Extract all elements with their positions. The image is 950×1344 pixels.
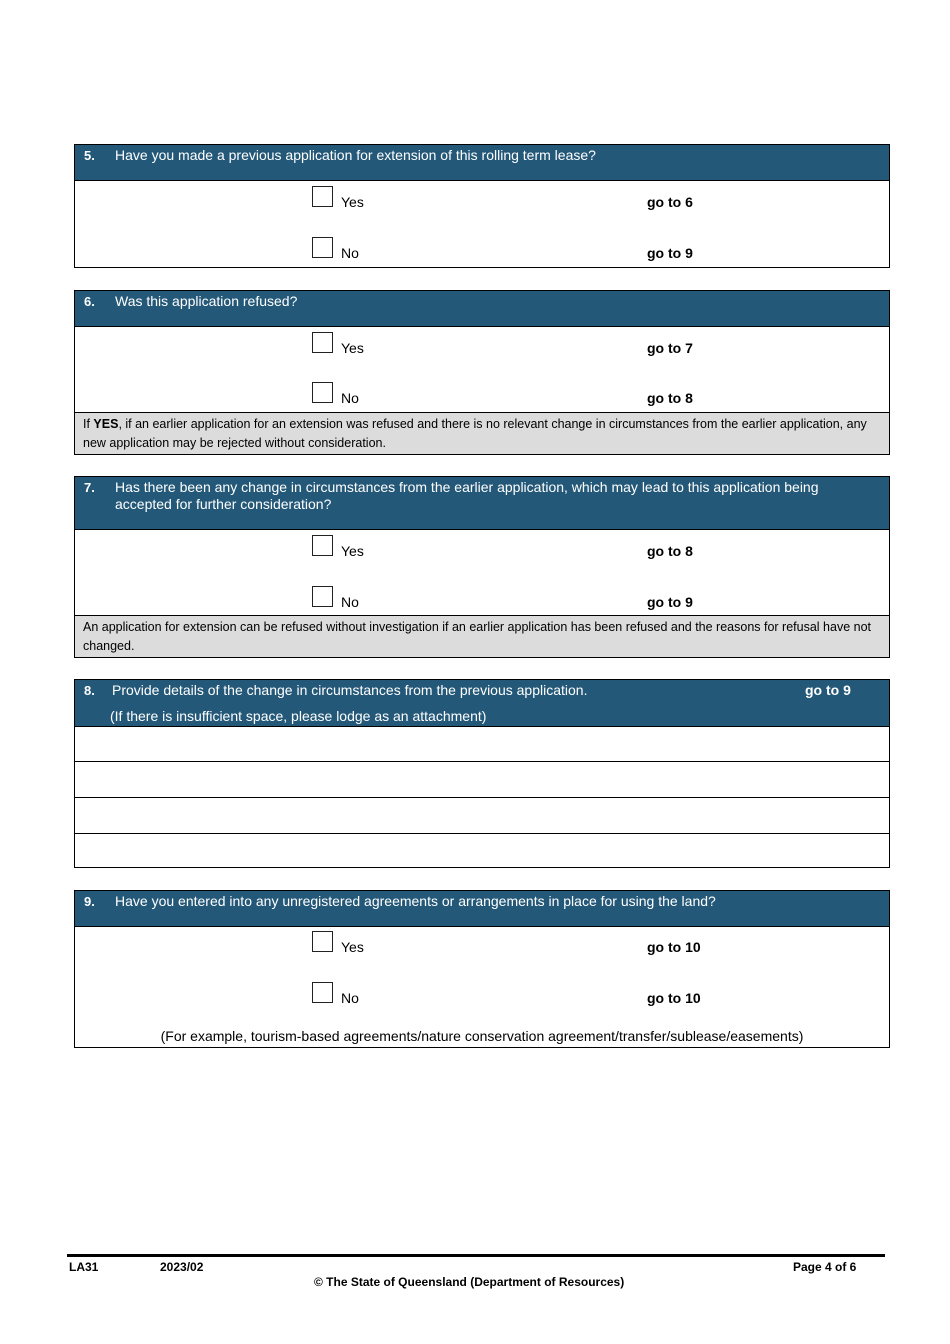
yes-checkbox[interactable] xyxy=(312,535,333,556)
option-label: Yes xyxy=(341,543,364,559)
no-checkbox[interactable] xyxy=(312,237,333,258)
goto-instruction: go to 7 xyxy=(647,340,693,356)
question-number: 9. xyxy=(84,894,95,909)
question-text: Was this application refused? xyxy=(115,293,298,309)
option-no xyxy=(312,382,912,408)
form-code: LA31 xyxy=(69,1260,99,1274)
question-7-section xyxy=(74,476,890,658)
goto-instruction: go to 10 xyxy=(647,990,701,1006)
form-version: 2023/02 xyxy=(160,1260,204,1274)
details-line-1[interactable] xyxy=(75,727,889,761)
note-text: An application for extension can be refused without investigation if an earlier application has been refused and the reasons for refusal have not changed. xyxy=(83,620,872,653)
option-label: Yes xyxy=(341,340,364,356)
option-yes xyxy=(312,535,912,561)
question-8-header xyxy=(75,680,889,727)
option-yes xyxy=(312,332,912,358)
question-number: 7. xyxy=(84,480,95,495)
question-text: Have you made a previous application for extension of this rolling term lease? xyxy=(115,147,596,163)
option-no xyxy=(312,982,912,1008)
question-8-section xyxy=(74,679,890,868)
question-number: 6. xyxy=(84,294,95,309)
question-6-section xyxy=(74,290,890,455)
option-label: No xyxy=(341,990,359,1006)
details-line-3[interactable] xyxy=(75,798,889,832)
question-subtext: (If there is insufficient space, please lodge as an attachment) xyxy=(110,708,487,724)
note-prefix: If xyxy=(83,417,94,431)
goto-instruction: go to 8 xyxy=(647,543,693,559)
yes-checkbox[interactable] xyxy=(312,931,333,952)
goto-instruction: go to 9 xyxy=(647,245,693,261)
option-yes xyxy=(312,931,912,957)
no-checkbox[interactable] xyxy=(312,382,333,403)
question-9-header xyxy=(75,891,889,927)
refusal-note xyxy=(75,615,889,657)
goto-instruction: go to 10 xyxy=(647,939,701,955)
question-5-section xyxy=(74,144,890,268)
copyright: © The State of Queensland (Department of Resources) xyxy=(314,1275,625,1289)
question-9-section xyxy=(74,890,890,1048)
yes-checkbox[interactable] xyxy=(312,186,333,207)
page-number: Page 4 of 6 xyxy=(793,1260,857,1274)
option-yes xyxy=(312,186,912,212)
option-label: Yes xyxy=(341,939,364,955)
question-6-header xyxy=(75,291,889,327)
details-line-2[interactable] xyxy=(75,762,889,796)
yes-checkbox[interactable] xyxy=(312,332,333,353)
option-label: No xyxy=(341,390,359,406)
example-text: (For example, tourism-based agreements/nature conservation agreement/transfer/sublease/easements) xyxy=(160,1028,804,1044)
note-bold: YES xyxy=(93,417,119,431)
option-no xyxy=(312,237,912,263)
question-number: 5. xyxy=(84,148,95,163)
option-label: No xyxy=(341,245,359,261)
note-text: , if an earlier application for an extension was refused and there is no relevant change in circumstances from the earlier application, any new application may be rejected without consideration. xyxy=(83,417,867,450)
question-text: Have you entered into any unregistered agreements or arrangements in place for using the land? xyxy=(115,893,716,909)
details-line-4[interactable] xyxy=(75,834,889,867)
option-no xyxy=(312,586,912,612)
no-checkbox[interactable] xyxy=(312,586,333,607)
footer-divider xyxy=(67,1254,885,1257)
goto-instruction: go to 8 xyxy=(647,390,693,406)
option-label: No xyxy=(341,594,359,610)
question-text: Has there been any change in circumstances from the earlier application, which may lead to this application being accepted for further consideration? xyxy=(115,479,819,512)
question-7-header xyxy=(75,477,889,530)
refusal-note xyxy=(75,412,889,454)
goto-instruction: go to 6 xyxy=(647,194,693,210)
goto-instruction: go to 9 xyxy=(805,682,851,698)
no-checkbox[interactable] xyxy=(312,982,333,1003)
goto-instruction: go to 9 xyxy=(647,594,693,610)
question-number: 8. xyxy=(84,683,95,698)
option-label: Yes xyxy=(341,194,364,210)
question-5-header xyxy=(75,145,889,181)
question-text: Provide details of the change in circumstances from the previous application. xyxy=(112,682,588,698)
